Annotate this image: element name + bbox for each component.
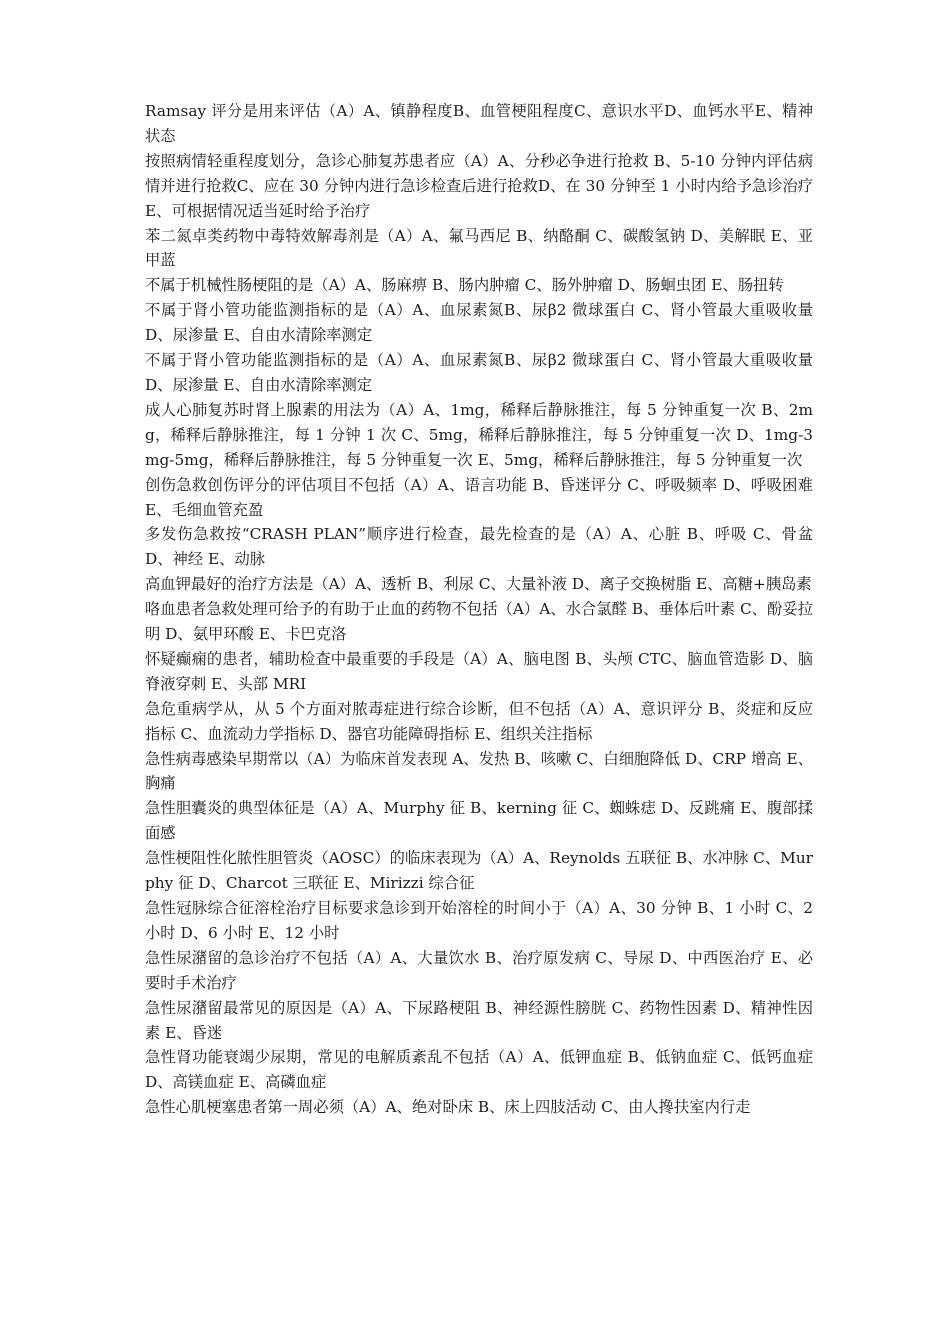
question-urinary-retention-cause: 急性尿潴留最常见的原因是（A）A、下尿路梗阻 B、神经源性膀胱 C、药物性因素 D、精神性因素 E、昏迷 — [145, 998, 813, 1042]
question-renal-tubule-monitoring: 不属于肾小管功能监测指标的是（A）A、血尿素氮B、尿β2 微球蛋白 C、肾小管最大重吸收量 D、尿渗量 E、自由水清除率测定 — [145, 301, 813, 345]
question-benzodiazepine-antidote: 苯二氮卓类药物中毒特效解毒剂是（A）A、氟马西尼 B、纳酪酮 C、碳酸氢钠 D、美解眠 E、亚甲蓝 — [145, 226, 813, 270]
question-myocardial-infarction: 急性心肌梗塞患者第一周必须（A）A、绝对卧床 B、床上四肢活动 C、由人搀扶室内行走 — [145, 1098, 751, 1117]
question-mechanical-ileus: 不属于机械性肠梗阻的是（A）A、肠麻痹 B、肠内肿瘤 C、肠外肿瘤 D、肠蛔虫团 E、肠扭转 — [145, 276, 784, 295]
question-cholecystitis: 急性胆囊炎的典型体征是（A）A、Murphy 征 B、kerning 征 C、蜘蛛痣 D、反跳痛 E、腹部揉面感 — [145, 799, 813, 843]
question-renal-tubule-monitoring-repeat: 不属于肾小管功能监测指标的是（A）A、血尿素氮B、尿β2 微球蛋白 C、肾小管最大重吸收量 D、尿渗量 E、自由水清除率测定 — [145, 351, 813, 394]
question-trauma-score: 创伤急救创伤评分的评估项目不包括（A）A、语言功能 B、昏迷评分 C、呼吸频率 D、呼吸困难 E、毛细血管充盈 — [145, 475, 813, 519]
question-renal-failure-electrolytes: 急性肾功能衰竭少尿期，常见的电解质紊乱不包括（A）A、低钾血症 B、低钠血症 C、低钙血症 D、高镁血症 E、高磷血症 — [145, 1048, 813, 1092]
question-acs-thrombolysis: 急性冠脉综合征溶栓治疗目标要求急诊到开始溶栓的时间小于（A）A、30 分钟 B、1 小时 C、2 小时 D、6 小时 E、12 小时 — [145, 899, 813, 942]
question-ramsay-score: Ramsay 评分是用来评估（A）A、镇静程度B、血管梗阻程度C、意识水平D、血钙水平E、精神状态 — [145, 102, 813, 145]
question-viral-infection: 急性病毒感染早期常以（A）为临床首发表现 A、发热 B、咳嗽 C、白细胞降低 D、CRP 增高 E、胸痛 — [145, 749, 813, 793]
question-hemoptysis: 咯血患者急救处理可给予的有助于止血的药物不包括（A）A、水合氯醛 B、垂体后叶素 C、酚妥拉明 D、氨甲环酸 E、卡巴克洛 — [145, 600, 813, 644]
question-urinary-retention-treatment: 急性尿潴留的急诊治疗不包括（A）A、大量饮水 B、治疗原发病 C、导尿 D、中西医治疗 E、必要时手术治疗 — [145, 948, 813, 992]
question-hyperkalemia: 高血钾最好的治疗方法是（A）A、透析 B、利尿 C、大量补液 D、离子交换树脂 E、高糖+胰岛素 — [145, 575, 812, 594]
question-crash-plan: 多发伤急救按“CRASH PLAN”顺序进行检查，最先检查的是（A）A、心脏 B、呼吸 C、骨盆 D、神经 E、动脉 — [145, 525, 813, 569]
document-page — [145, 99, 813, 1120]
question-sepsis: 急危重病学从，从 5 个方面对脓毒症进行综合诊断，但不包括（A）A、意识评分 B、炎症和反应指标 C、血流动力学指标 D、器官功能障碍指标 E、组织关注指标 — [145, 699, 813, 743]
question-epinephrine-dosage: 成人心肺复苏时肾上腺素的用法为（A）A、1mg，稀释后静脉推注，每 5 分钟重复一次 B、2mg，稀释后静脉推注，每 1 分钟 1 次 C、5mg，稀释后静脉推注，每 5 分钟重复一次 D、1mg-3mg-5mg，稀释后静脉推注，每 5 分钟重复一次 E、5mg，稀释后静脉推注，每 5 分钟重复一次 — [145, 400, 813, 469]
question-aosc: 急性梗阻性化脓性胆管炎（AOSC）的临床表现为（A）A、Reynolds 五联征 B、水冲脉 C、Murphy 征 D、Charcot 三联征 E、Mirizzi 综合征 — [145, 849, 813, 893]
question-cpr-priority: 按照病情轻重程度划分，急诊心肺复苏患者应（A）A、分秒必争进行抢救 B、5-10 分钟内评估病情并进行抢救C、应在 30 分钟内进行急诊检查后进行抢救D、在 30 分钟至 1 小时内给予急诊治疗 E、可根据情况适当延时给予治疗 — [145, 151, 813, 220]
question-epilepsy: 怀疑癫痫的患者，辅助检查中最重要的手段是（A）A、脑电图 B、头颅 CTC、脑血管造影 D、脑脊液穿刺 E、头部 MRI — [145, 649, 813, 693]
